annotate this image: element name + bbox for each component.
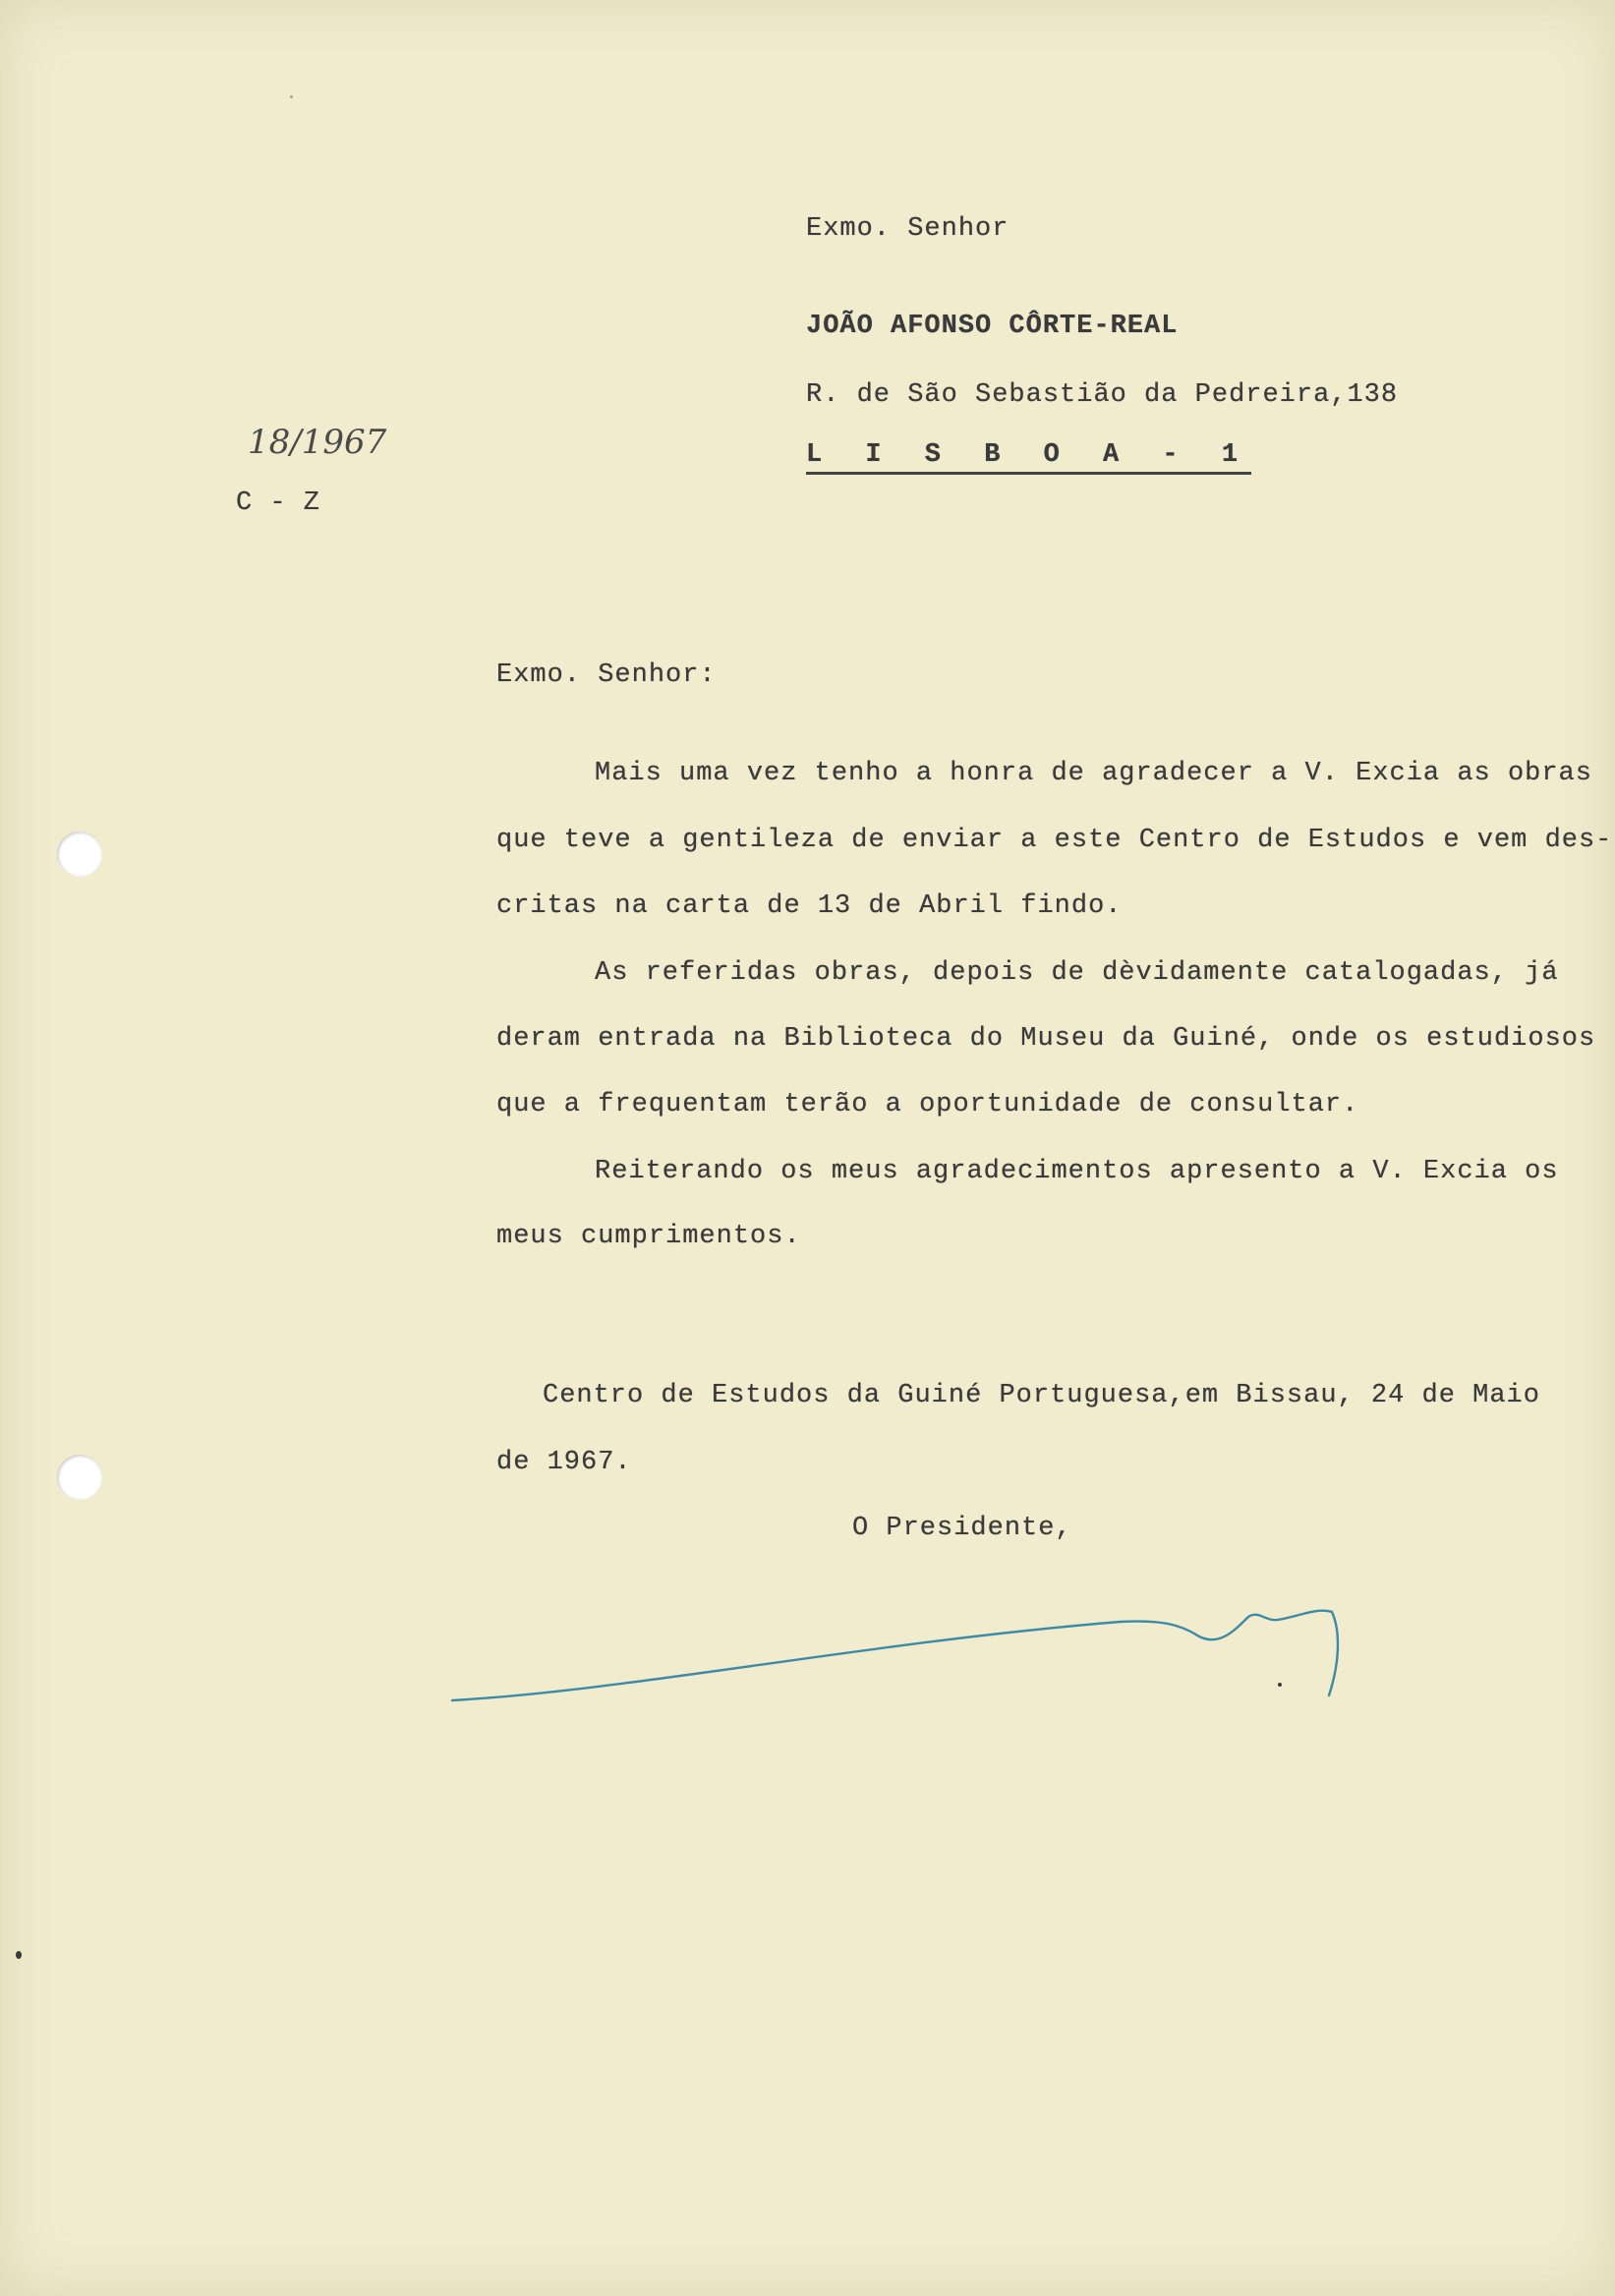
paper-speck [16, 1951, 22, 1959]
recipient-salutation: Exmo. Senhor [806, 214, 1009, 244]
body-line: As referidas obras, depois de dèvidamente catalogadas, já [595, 958, 1559, 988]
handwritten-signature [433, 1563, 1356, 1720]
binder-hole [57, 1455, 102, 1500]
body-line: Mais uma vez tenho a honra de agradecer a V. Excia as obras [595, 759, 1592, 788]
recipient-name: JOÃO AFONSO CÔRTE-REAL [806, 312, 1179, 341]
closing-place-date: de 1967. [496, 1448, 632, 1477]
recipient-address: R. de São Sebastião da Pedreira,138 [806, 380, 1399, 410]
greeting: Exmo. Senhor: [496, 660, 717, 690]
paper-speck [290, 95, 293, 98]
binder-hole [57, 832, 102, 877]
signatory-title: O Presidente, [852, 1514, 1072, 1543]
recipient-city: L I S B O A - 1 [806, 440, 1251, 475]
body-line: critas na carta de 13 de Abril findo. [496, 891, 1123, 921]
body-line: meus cumprimentos. [496, 1222, 801, 1251]
reference-number: 18/1967 [248, 423, 387, 462]
paper-speck [1278, 1683, 1282, 1687]
body-line: Reiterando os meus agradecimentos apresento a V. Excia os [595, 1157, 1559, 1186]
body-line: que a frequentam terão a oportunidade de consultar. [496, 1090, 1359, 1119]
body-line: deram entrada na Biblioteca do Museu da Guiné, onde os estudiosos [496, 1024, 1596, 1054]
closing-place-date: Centro de Estudos da Guiné Portuguesa,em Bissau, 24 de Maio [543, 1381, 1540, 1410]
body-line: que teve a gentileza de enviar a este Centro de Estudos e vem des- [496, 826, 1613, 855]
reference-code: C - Z [236, 488, 321, 518]
